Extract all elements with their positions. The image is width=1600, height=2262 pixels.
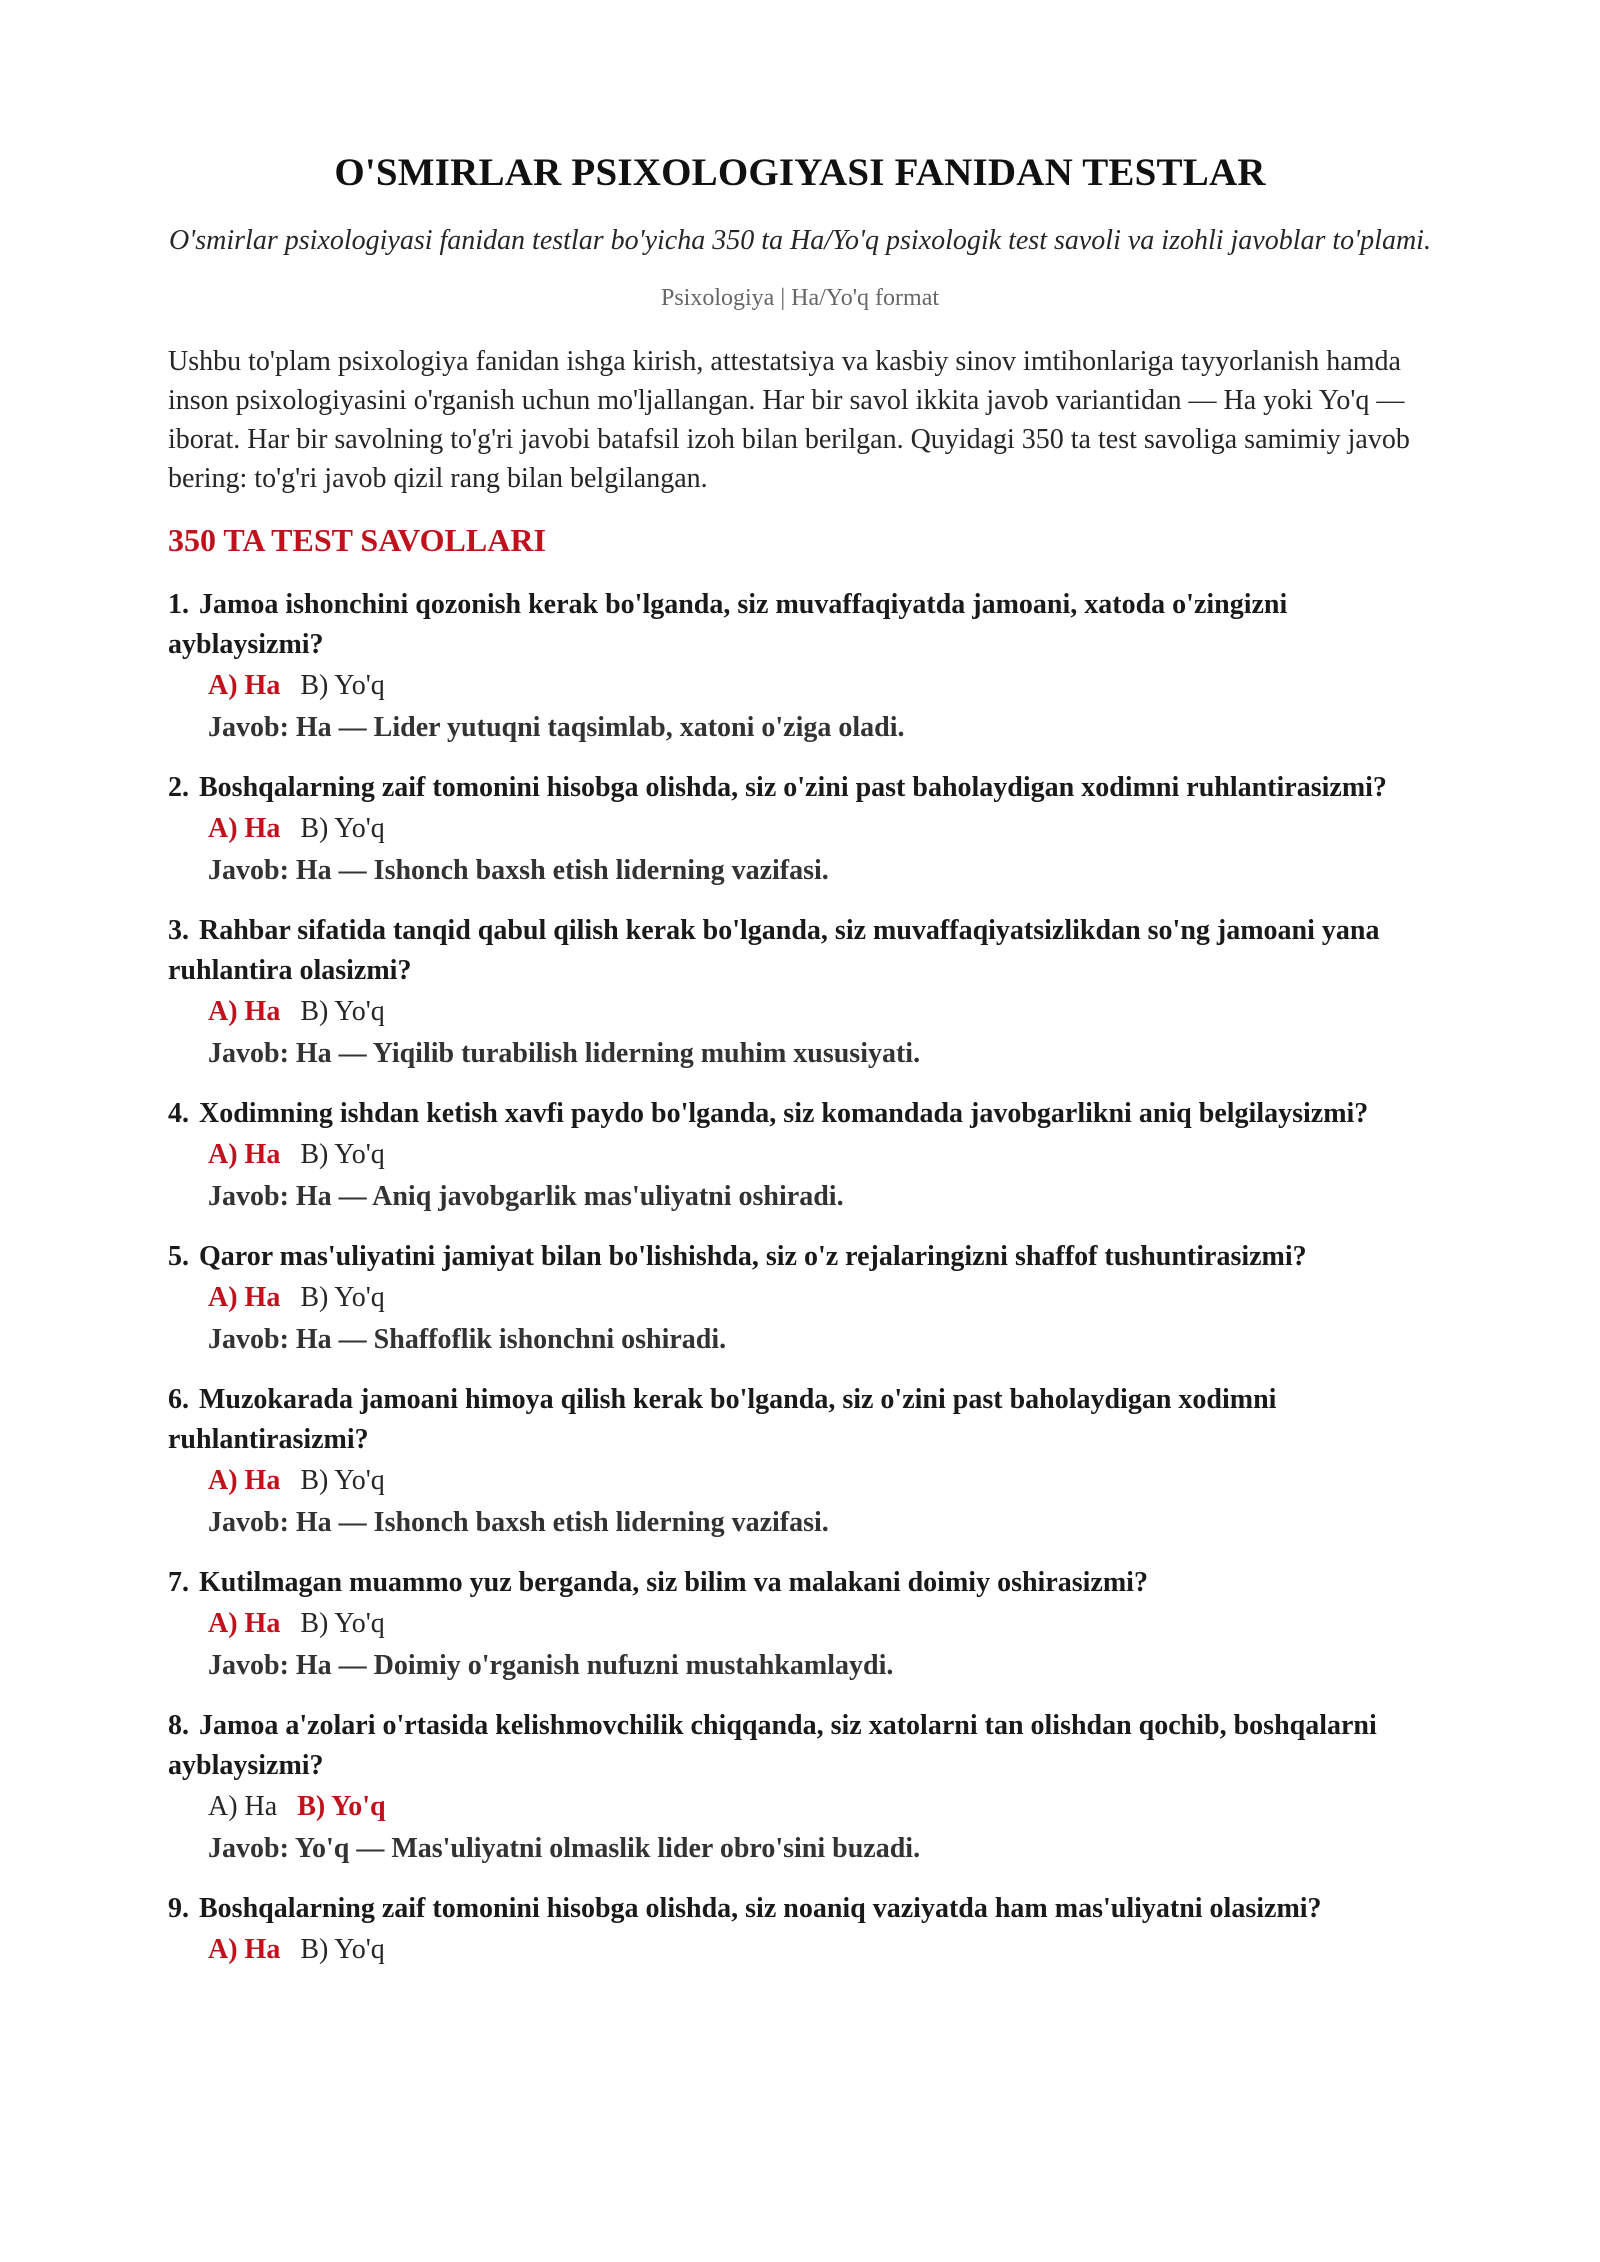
question-body: Kutilmagan muammo yuz berganda, siz bilim va malakani doimiy oshirasizmi? (199, 1567, 1148, 1598)
document-subtitle: O'smirlar psixologiyasi fanidan testlar bo'yicha 350 ta Ha/Yo'q psixologik test savoli va izohli javoblar to'plami. (169, 225, 1431, 256)
option-a: A) Ha (208, 1465, 281, 1496)
answer-options (168, 1603, 1432, 1645)
question-text (168, 1094, 1432, 1134)
question-item (168, 585, 1432, 749)
answer-explanation: Javob: Ha — Yiqilib turabilish liderning muhim xususiyati. (208, 1038, 921, 1069)
question-number: 3. (168, 915, 189, 946)
answer-explanation: Javob: Ha — Doimiy o'rganish nufuzni mustahkamlaydi. (208, 1650, 894, 1681)
option-b: B) Yo'q (300, 1282, 385, 1313)
answer-explanation: Javob: Ha — Lider yutuqni taqsimlab, xatoni o'ziga oladi. (208, 712, 905, 743)
option-a: A) Ha (208, 1139, 281, 1170)
question-text (168, 911, 1432, 991)
option-a: A) Ha (208, 1791, 278, 1822)
intro-paragraph: Ushbu to'plam psixologiya fanidan ishga kirish, attestatsiya va kasbiy sinov imtihonlariga tayyorlanish hamda inson psixologiyasini o'rganish uchun mo'ljallangan. Har bir savol ikkita javob variantidan — Ha yoki Yo'q — iborat. Har bir savolning to'g'ri javobi batafsil izoh bilan berilgan. Quyidagi 350 ta test savoliga samimiy javob bering: to'g'ri javob qizil rang bilan belgilangan. (168, 346, 1410, 494)
question-list (168, 585, 1432, 1971)
question-body: Jamoa a'zolari o'rtasida kelishmovchilik chiqqanda, siz xatolarni tan olishdan qochib, boshqalarni ayblaysizmi? (168, 1710, 1377, 1781)
question-item (168, 1563, 1432, 1687)
answer-explanation: Javob: Yo'q — Mas'uliyatni olmaslik lider obro'sini buzadi. (208, 1833, 921, 1864)
question-item (168, 1094, 1432, 1218)
document-meta: Psixologiya | Ha/Yo'q format (660, 285, 940, 311)
question-number: 2. (168, 772, 189, 803)
answer-options (168, 665, 1432, 707)
answer-options (168, 808, 1432, 850)
question-item (168, 911, 1432, 1075)
option-a: A) Ha (208, 670, 281, 701)
question-text (168, 768, 1432, 808)
question-item (168, 768, 1432, 892)
answer-explanation: Javob: Ha — Shaffoflik ishonchni oshiradi. (208, 1324, 727, 1355)
question-text (168, 1563, 1432, 1603)
answer-explanation: Javob: Ha — Ishonch baxsh etish liderning vazifasi. (208, 855, 829, 886)
option-b: B) Yo'q (300, 1139, 385, 1170)
question-body: Qaror mas'uliyatini jamiyat bilan bo'lishishda, siz o'z rejalaringizni shaffof tushuntirasizmi? (199, 1241, 1307, 1272)
option-b: B) Yo'q (300, 1934, 385, 1965)
option-a: A) Ha (208, 1934, 281, 1965)
document-content (168, 150, 1432, 1990)
question-body: Jamoa ishonchini qozonish kerak bo'lganda, siz muvaffaqiyatda jamoani, xatoda o'zingizni ayblaysizmi? (168, 589, 1288, 660)
answer-options (168, 991, 1432, 1033)
question-text (168, 1237, 1432, 1277)
question-text (168, 585, 1432, 665)
question-number: 8. (168, 1710, 189, 1741)
option-a: A) Ha (208, 1282, 281, 1313)
question-item (168, 1380, 1432, 1544)
question-number: 4. (168, 1098, 189, 1129)
option-b: B) Yo'q (300, 670, 385, 701)
question-body: Xodimning ishdan ketish xavfi paydo bo'lganda, siz komandada javobgarlikni aniq belgilaysizmi? (199, 1098, 1369, 1129)
section-heading: 350 TA TEST SAVOLLARI (168, 522, 546, 558)
question-number: 7. (168, 1567, 189, 1598)
option-b: B) Yo'q (297, 1791, 386, 1822)
question-item (168, 1889, 1432, 1971)
question-body: Boshqalarning zaif tomonini hisobga olishda, siz o'zini past baholaydigan xodimni ruhlantirasizmi? (199, 772, 1387, 803)
question-body: Boshqalarning zaif tomonini hisobga olishda, siz noaniq vaziyatda ham mas'uliyatni olasizmi? (199, 1893, 1322, 1924)
answer-explanation: Javob: Ha — Ishonch baxsh etish liderning vazifasi. (208, 1507, 829, 1538)
question-text (168, 1706, 1432, 1786)
answer-options (168, 1929, 1432, 1971)
answer-options (168, 1786, 1432, 1828)
option-a: A) Ha (208, 1608, 281, 1639)
answer-options (168, 1134, 1432, 1176)
answer-options (168, 1277, 1432, 1319)
option-b: B) Yo'q (300, 1465, 385, 1496)
answer-explanation: Javob: Ha — Aniq javobgarlik mas'uliyatni oshiradi. (208, 1181, 844, 1212)
option-a: A) Ha (208, 813, 281, 844)
answer-options (168, 1460, 1432, 1502)
option-b: B) Yo'q (300, 1608, 385, 1639)
question-item (168, 1706, 1432, 1870)
question-body: Muzokarada jamoani himoya qilish kerak bo'lganda, siz o'zini past baholaydigan xodimni ruhlantirasizmi? (168, 1384, 1277, 1455)
question-number: 1. (168, 589, 189, 620)
document-title: O'SMIRLAR PSIXOLOGIYASI FANIDAN TESTLAR (334, 151, 1266, 194)
option-b: B) Yo'q (300, 996, 385, 1027)
question-text (168, 1380, 1432, 1460)
option-b: B) Yo'q (300, 813, 385, 844)
question-body: Rahbar sifatida tanqid qabul qilish kerak bo'lganda, siz muvaffaqiyatsizlikdan so'ng jamoani yana ruhlantira olasizmi? (168, 915, 1380, 986)
option-a: A) Ha (208, 996, 281, 1027)
question-number: 9. (168, 1893, 189, 1924)
question-number: 6. (168, 1384, 189, 1415)
question-text (168, 1889, 1432, 1929)
question-item (168, 1237, 1432, 1361)
question-number: 5. (168, 1241, 189, 1272)
